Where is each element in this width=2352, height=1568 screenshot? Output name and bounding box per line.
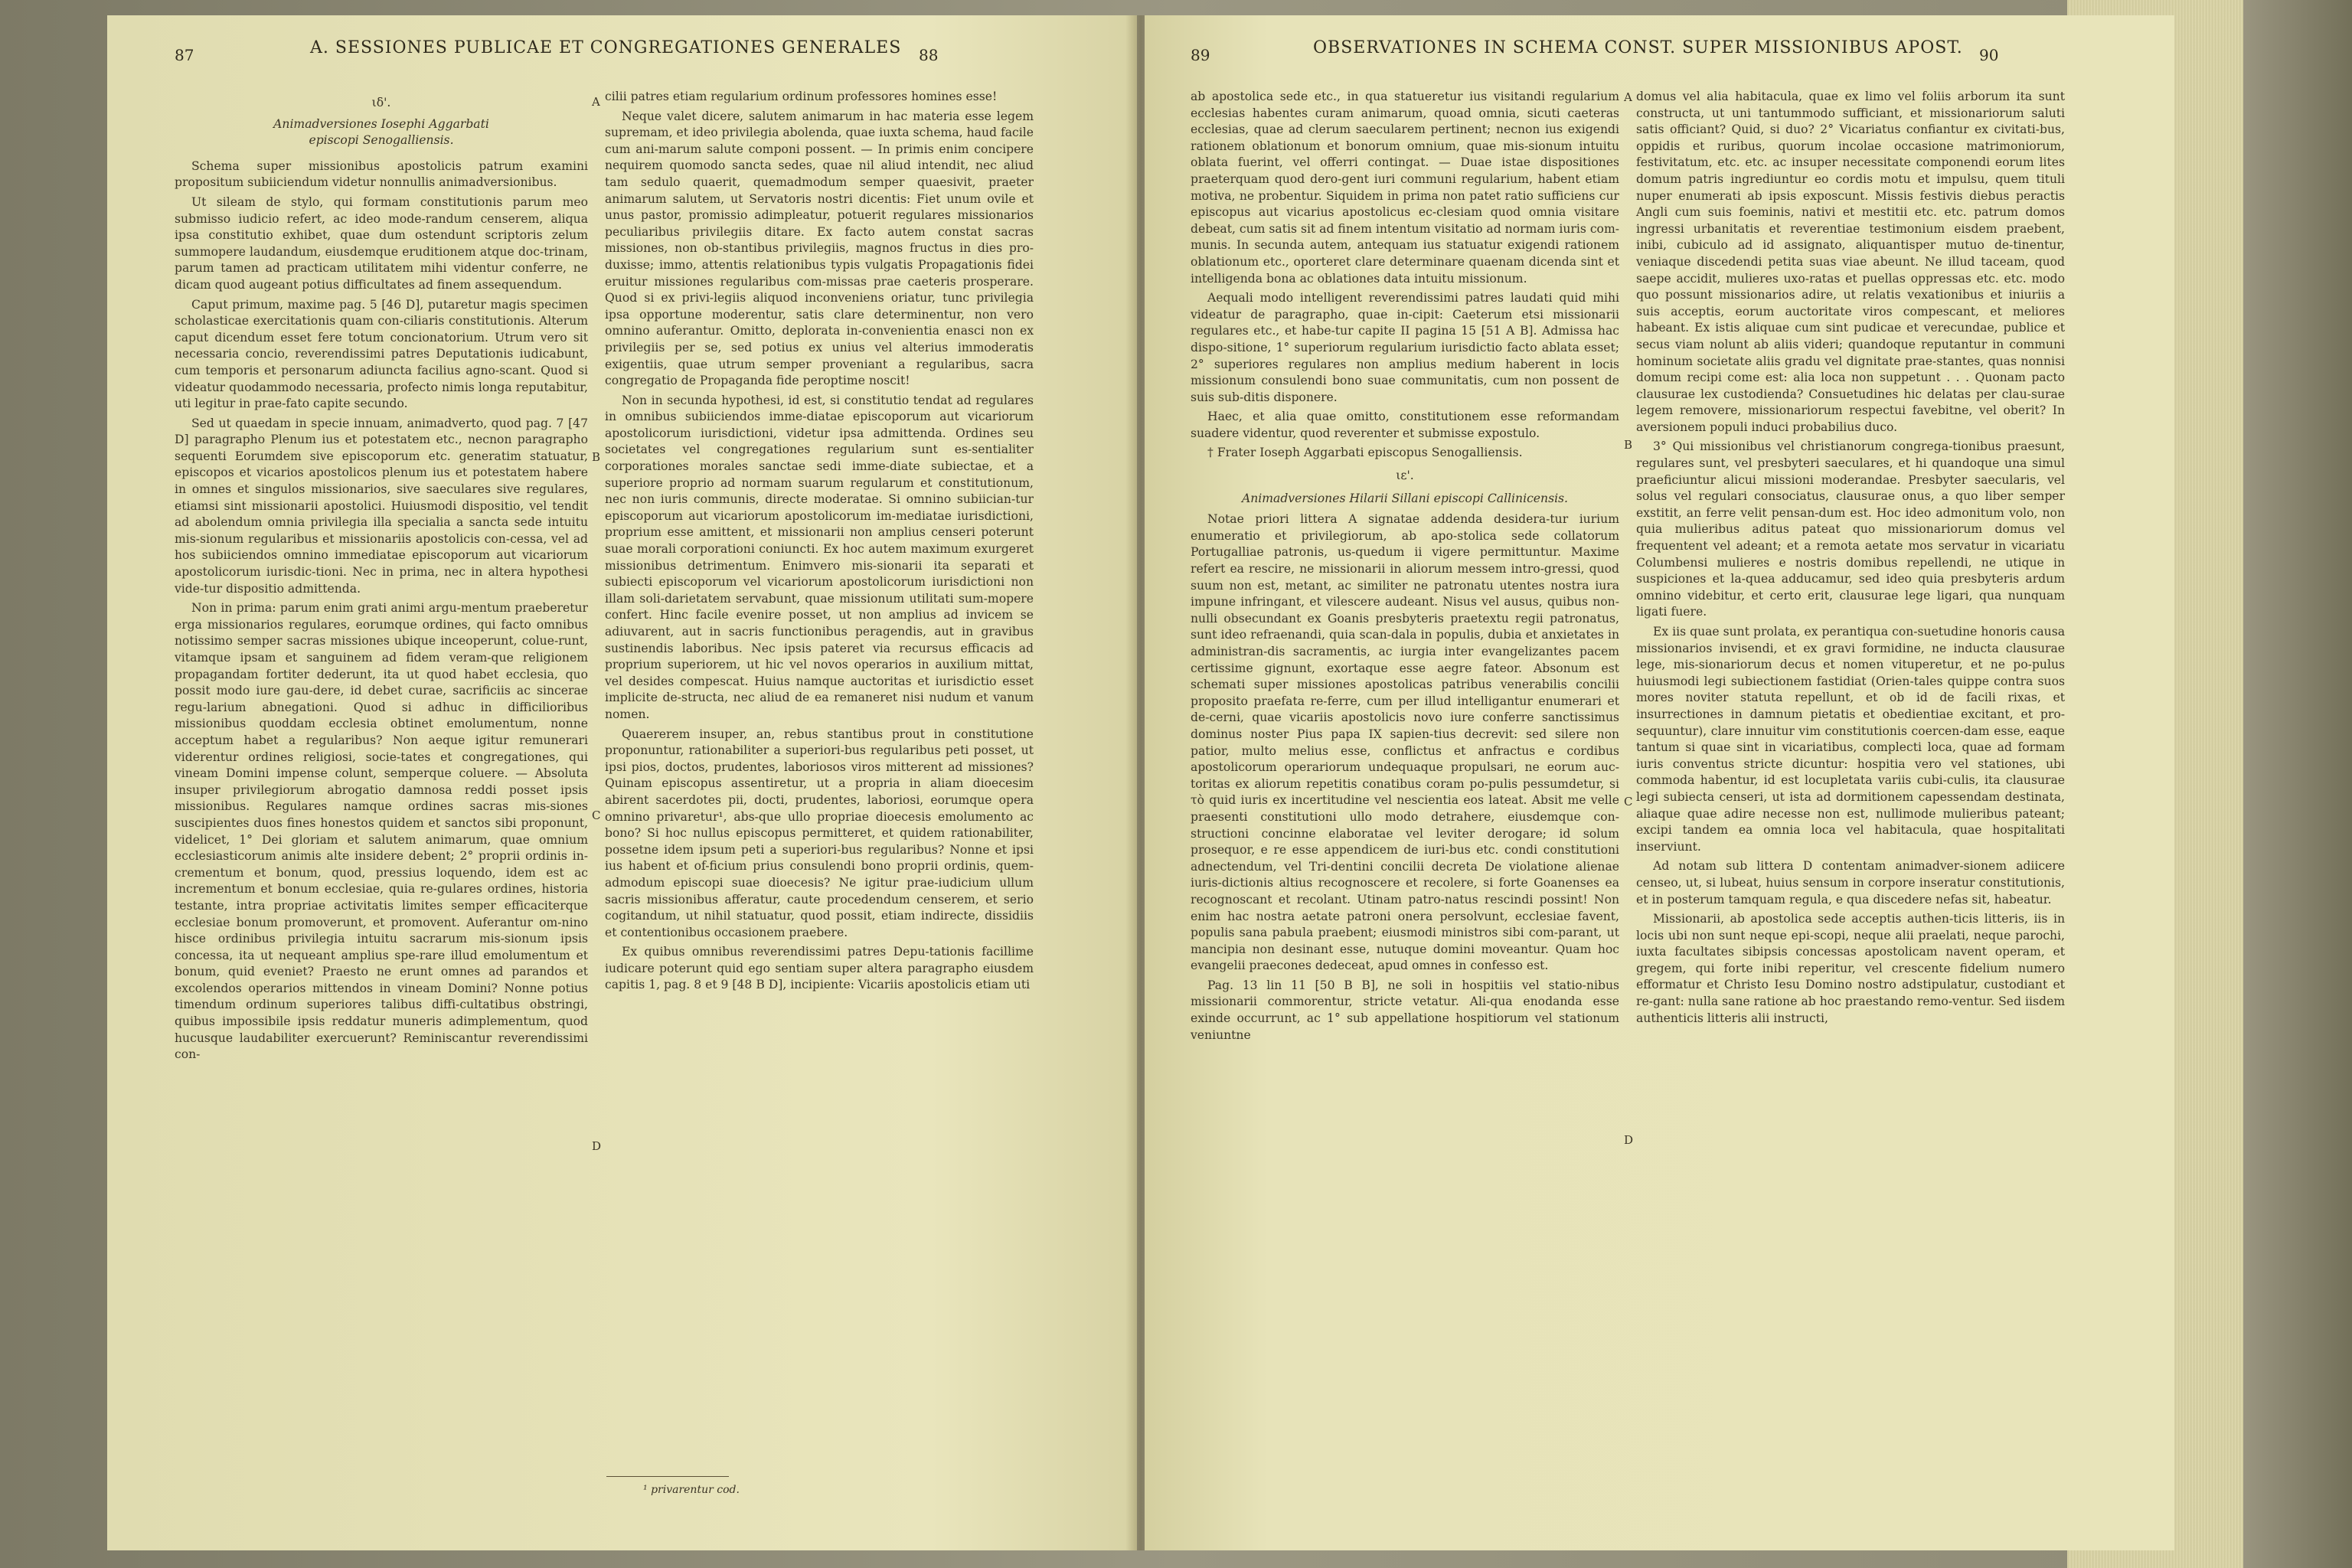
paragraph: Non in prima: parum enim grati animi argu-mentum praeberetur erga missionarios regulares, eorumque ordines, qui facto omnibus notissimo semper sacras missiones ubique inceoperunt, colue-runt, vitamque ipsam et sanguinem ad fidem veram-que religionem propagandam fortiter dederunt, ita ut quod habet ecclesia, quo possit modo iure gau-dere, id debet curae, sacrificiis ac sincerae regu-larium abnegationi. Quod si adhuc in difficilioribus missionibus quoddam ecclesia obtinet emolumentum, nonne acceptum habet a regularibus? Non aeque igitur remunerari viderentur ordines religiosi, socie-tates et congregationes, qui vineam Domini impense colunt, semperque coluere. — Absoluta insuper privilegiorum abrogatio damnosa reddi posset ipsis missionibus. Regulares namque ordines sacras mis-siones suscipientes duos fines honestos quidem et sanctos sibi proponunt, videlicet, 1° Dei gloriam et salutem animarum, quae omnium ecclesiasticorum animis alte insidere debent; 2° proprii ordinis in-crementum et bonum, quod, pressius loquendo, idem est ac incrementum et bonum ecclesiae, quia re-gulares ordines, historia testante, intra propriae activitatis limites semper efficaciterque ecclesiae bonum promoverunt, et promovent. Auferantur om-nino hisce ordinibus privilegia intuitu sacrarum mis-sionum ipsis concessa, ita ut nequeant amplius spe-rare illud emolumentum et bonum, quid eveniet? Praesto ne erunt omnes ad parandos et excolendos operarios mittendos in vineam Domini? Nonne potius timendum ordinum superiores talibus diffi-cultatibus obstringi, quibus impossibile ipsis reddatur muneris adimplementum, quod hucusque laudabiliter exercuerunt? Reminiscantur reverendissimi con- xyxy=(175,601,588,1062)
paragraph: Notae priori littera A signatae addenda desidera-tur iurium enumeratio et privilegiorum, ab apo-stolica sede collatorum Portugalliae patronis, us-quedum ii vigere permittuntur. Maxime refert ea rescire, ne missionarii in aliorum messem intro-gressi, quod suum non est, metant, ac similiter ne patronatu utentes nostra iura impune infringant, et vilescere audeant. Nisus vel ausus, quibus non-nulli obsecundant ex Goanis presbyteris praetextu regii patronatus, sunt ideo refraenandi, quia scan-dala in populis, dubia et anxietates in administran-dis sacramentis, ac iurgia inter evangelizantes pacem certissime gignunt, exortaque esse aegre fateor. Absonum est schemati super missiones apostolicas patribus venerabilis concilii proposito praefata re-ferre, cum per illud intelligantur enumerari et de-cerni, quae vicariis apostolicis novo iure conferre sanctissimus dominus noster Pius papa IX sapien-tius decrevit: sed silere non patior, multo melius esse, conflictus et anfractus e cordibus apostolicorum operariorum undequaque propulsari, ne eorum auc-toritas ex aliorum repetitis conatibus coram po-pulis pessumdetur, si τὸ quid iuris ex incertitudine vel nescientia eos lateat. Absit me velle praesenti constitutioni ullo modo detrahere, eiusdemque con-structioni concinne elaboratae vel leviter derogare; id solum prosequor, e re esse appendicem de iuri-bus etc. condi constitutioni adnectendum, vel Tri-dentini concilii decreta De violatione alienae iuris-dictionis altius recognoscere et recolere, si forte Goanenses ea recognoscant et recolant. Utinam patro-natus rescindi possint! Non enim hac nostra aetate patroni onera persolvunt, ecclesiae favent, populis sana pabula praebent; eiusmodi ministros sibi com-parant, ut mancipia non desinant esse, nutuque domini moveantur. Quam hoc evangelii praecones dedeceat, apud omnes in confesso est. xyxy=(1191,512,1619,973)
signature-line: † Frater Ioseph Aggarbati episcopus Senogalliensis. xyxy=(1207,446,1523,460)
margin-letter-a: A xyxy=(592,95,600,109)
margin-letter-b: B xyxy=(592,450,601,464)
paragraph: Ad notam sub littera D contentam animadver-sionem adiicere censeo, ut, si lubeat, huius sensum in corpore inseratur constitutionis, et in posterum tamquam regula, e qua discedere nefas sit, habeatur. xyxy=(1636,859,2065,906)
margin-letter-a: A xyxy=(1624,90,1632,104)
margin-letter-c: C xyxy=(592,808,601,822)
right-page xyxy=(1145,15,2174,1550)
paragraph: Neque valet dicere, salutem animarum in hac materia esse legem supremam, et ideo privilegia abolenda, quae iuxta schema, haud facile cum ani-marum salute componi possent. — In primis enim concipere nequirem quomodo sancta sedes, quae nil aliud intendit, nec aliud tam sedulo quaerit, quemadmodum semper quaesivit, praeter animarum salutem, ut Servatoris nostri dicentis: Fiet unum ovile et unus pastor, promissio adimpleatur, potuerit regulares missionarios peculiaribus privilegiis ditare. Ex facto autem constat sacras missiones, non ob-stantibus privilegiis, magnos fructus in dies pro-duxisse; immo, attentis relationibus typis vulgatis Propagationis fidei eruitur missiones regularibus com-missas prae caeteris prosperare. Quod si ex privi-legiis aliquod inconveniens oriatur, tunc privilegia ipsa opportune moderentur, satis clare determinentur, non vero omnino auferantur. Omitto, deplorata in-convenientia enasci non ex privilegiis per se, sed potius ex unius vel alterius immoderatis exigentiis, quae utrum semper proveniant a regularibus, sacra congregatio de Propaganda fide peroptime noscit! xyxy=(605,109,1034,388)
open-book xyxy=(107,15,2174,1550)
paragraph: 3° Qui missionibus vel christianorum congrega-tionibus praesunt, regulares sunt, vel presbyteri saeculares, et hi quandoque una simul praeficiuntur alicui missioni moderandae. Presbyter saecularis, vel solus vel regulari consociatus, clausurae onus, a quo liber semper exstitit, an ferre velit pensan-dum est. Hoc ideo admonitum volo, non quia mulieribus aditus pateat quo missionariorum domus vel frequentent vel adeant; et a remota aetate mos servatur in vicariatu Columbensi mulieres e nostris domibus repellendi, ne utique in suspiciones et la-quea adducamur, sed ideo quia presbyteris ardum omnino videbitur, et certo erit, clausurae lege ligari, qua nunquam ligati fuere. xyxy=(1636,439,2065,619)
paragraph: Aequali modo intelligent reverendissimi patres laudati quid mihi videatur de paragrapho, quae in-cipit: Caeterum etsi missionarii regulares etc., et habe-tur capite II pagina 15 [51 A B]. Admissa hac dispo-sitione, 1° superiorum regularium iurisdictio facto ablata esset; 2° superiores regulares non amplius medium haberent in locis missionum consulendi bono suae communitatis, cum non possent de suis sub-ditis disponere. xyxy=(1191,291,1619,404)
section-title: Animadversiones Hilarii Sillani episcopi Callinicensis. xyxy=(1241,491,1569,505)
section-title-1: Animadversiones Iosephi Aggarbati xyxy=(273,116,489,131)
paragraph: Ex quibus omnibus reverendissimi patres Depu-tationis facillime iudicare poterunt quid ego sentiam super altera paragrapho eiusdem capitis 1, pag. 8 et 9 [48 B D], incipiente: Vicariis apostolicis etiam uti xyxy=(605,945,1034,992)
paragraph: Schema super missionibus apostolicis patrum examini propositum subiiciendum videtur nonnullis animadversionibus. xyxy=(175,158,588,190)
left-column-2 xyxy=(605,89,1034,997)
margin-letter-d: D xyxy=(592,1139,602,1153)
paragraph: cilii patres etiam regularium ordinum professores homines esse! xyxy=(605,90,998,103)
margin-letter-b: B xyxy=(1624,438,1633,452)
left-column-1 xyxy=(175,89,588,1067)
section-number: ιε'. xyxy=(1396,469,1414,483)
running-head-right: OBSERVATIONES IN SCHEMA CONST. SUPER MISSIONIBUS APOST. xyxy=(1313,38,1963,57)
paragraph: Missionarii, ab apostolica sede acceptis authen-ticis litteris, iis in locis ubi non sunt neque epi-scopi, neque alii praelati, neque parochi, iuxta facultates sibipsis concessas apostolicam navent operam, et gregem, qui forte inibi reperitur, vel crescente fidelium numero efformatur et Christo Iesu Domino nostro adstipulatur, custodiant et re-gant: nulla sane ratione ab hoc praestando remo-ventur. Sed iisdem authenticis litteris alii instructi, xyxy=(1636,912,2065,1025)
footnote: ¹ privarentur cod. xyxy=(643,1484,740,1496)
paragraph: Ex iis quae sunt prolata, ex perantiqua con-suetudine honoris causa missionarios invisendi, et ex gravi formidine, ne inducta clausurae lege, mis-sionariorum decus et nomen vituperetur, et ne po-pulus huiusmodi legi subiectionem fastidiat (Orien-tales quippe contra suos mores noviter statuta repellunt, et ob id de facili rixas, et insurrectiones in damnum pietatis et obedientiae excitant, et pro-sequuntur), clare innuitur vim constitutionis coercen-dam esse, eaque tantum si quae sint in vicariatibus, complecti loca, quae ad formam iuris conventus stricte dicuntur: hospitia vero vel stationes, ubi commoda habentur, id est locupletata variis cubi-culis, ita clausurae legi subiecta censeri, ut ista ad dormitionem capessendam destinata, aliaque quae adire necesse non est, nullimode mulieribus pateant; excipi tandem ea omnia loca vel habitacula, quae hospitalitati inserviunt. xyxy=(1636,625,2065,854)
right-column-1 xyxy=(1191,89,1619,1047)
margin-letter-d: D xyxy=(1624,1133,1634,1147)
section-title-2: episcopi Senogalliensis. xyxy=(309,133,454,148)
paragraph: Non in secunda hypothesi, id est, si constitutio tendat ad regulares in omnibus subiiciendos imme-diatae episcoporum aut vicariorum apostolicorum iurisdictioni, videtur ipsa admittenda. Ordines seu societates vel congregationes regularium sunt es-sentialiter corporationes morales sanctae sedi imme-diate subiectae, et a superiore proprio ad normam suarum regularum et constitutionum, nec non iuris communis, directe moderatae. Si omnino subiician-tur episcoporum aut vicariorum apostolicorum im-mediatae iurisdictioni, proprium esse amittent, et missionarii non amplius censeri poterunt suae morali corporationi coniuncti. Ex hoc autem maximum exurgeret missionibus detrimentum. Enimvero mis-sionarii ita separati et subiecti episcoporum vel vicariorum apostolicorum iurisdictioni non illam soli-darietatem servabunt, quae missionum utilitati sum-mopere confert. Hinc facile evenire posset, ut non amplius ad invicem se adiuvarent, aut in sacris functionibus peragendis, aut in gravibus sustinendis laboribus. Nec ipsis pateret via recursus efficacis ad proprium superiorem, ut hic vel novos operarios in auxilium mittat, vel desides compescat. Huius namque auctoritas et iurisdictio esset implicite de-structa, nec aliud de ea remaneret nisi nudum et vanum nomen. xyxy=(605,393,1034,721)
paragraph: Ut sileam de stylo, qui formam constitutionis parum meo submisso iudicio refert, ac ideo mode-randum censerem, aliqua ipsa constitutio exhibet, quae dum ostendunt scriptoris zelum summopere laudandum, eiusdemque eruditionem atque doc-trinam, parum tamen ad practicam utilitatem mihi videntur conferre, ne dicam quod augeant potius difficultates ad finem assequendum. xyxy=(175,194,588,292)
paragraph: Haec, et alia quae omitto, constitutionem esse reformandam suadere videntur, quod reverenter et submisse expostulo. xyxy=(1191,410,1619,440)
left-page xyxy=(107,15,1137,1550)
paragraph: Quaererem insuper, an, rebus stantibus prout in constitutione proponuntur, rationabiliter a superiori-bus regularibus peti posset, ut ipsi pios, doctos, prudentes, laboriosos viros mitterent ad missiones? Quinam episcopus assentiretur, ut a propria in aliam dioecesim abirent sacerdotes pii, docti, prudentes, laboriosi, eorumque opera omnino privaretur¹, abs-que ullo propriae dioecesis emolumento ac bono? Si hoc nullus episcopus permitteret, et quidem rationabiliter, possetne idem ipsum peti a superiori-bus regularibus? Nonne et ipsi ius habent et of-ficium prius consulendi bono proprii ordinis, quem-admodum episcopi suae dioecesis? Ne igitur prae-iudicium ullum sacris missionibus afferatur, caute procedendum censerem, et serio cogitandum, ut nihil statuatur, quod possit, etiam indirecte, dissidiis et contentionibus occasionem praebere. xyxy=(605,727,1034,939)
page-number-89: 89 xyxy=(1191,46,1210,64)
paragraph: Caput primum, maxime pag. 5 [46 D], putaretur magis specimen scholasticae exercitationis quam con-ciliaris constitutionis. Alterum caput dicendum esset fere totum concionatorium. Utrum vero sit necessaria concio, reverendissimi patres Deputationis iudicabunt, cum temporis et personarum adiuncta facilius agno-scant. Quod si videatur quodammodo necessaria, profecto nimis longa reputabitur, uti legitur in prae-fato capite secundo. xyxy=(175,297,588,411)
footnote-rule xyxy=(606,1476,729,1477)
book-cover-shadow xyxy=(2243,0,2352,1568)
page-number-88: 88 xyxy=(919,46,939,64)
paragraph: ab apostolica sede etc., in qua statueretur ius visitandi regularium ecclesias habentes curam animarum, quoad omnia, sicuti caeteras ecclesias, quae ad clerum saecularem pertinent; necnon ius exigendi rationem oblationum et bonorum omnium, quae mis-sionum intuitu oblata fuerint, vel offerri contingat. — Duae istae dispositiones praeterquam quod dero-gent iuri communi regularium, habent etiam motiva, ne probentur. Siquidem in prima non patet ratio sufficiens cur episcopus aut vicarius apostolicus ec-clesiam quod omnia visitare debeat, cum satis sit ad finem intentum visitatio ad normam iuris com-munis. In secunda autem, antequam ius statuatur exigendi rationem oblationum etc., oporteret clare determinare quaenam dicenda sint et intelligenda bona ac oblationes data intuitu missionum. xyxy=(1191,90,1619,286)
running-head-left: A. SESSIONES PUBLICAE ET CONGREGATIONES GENERALES xyxy=(310,38,902,57)
page-number-90: 90 xyxy=(1979,46,1999,64)
right-column-2 xyxy=(1636,89,2065,1030)
margin-letter-c: C xyxy=(1624,795,1633,808)
paragraph: domus vel alia habitacula, quae ex limo vel foliis arborum ita sunt constructa, ut uni tantummodo sufficiant, et missionariorum saluti satis officiant? Quid, si duo? 2° Vicariatus confiantur ex civitati-bus, oppidis et ruribus, quorum incolae occasione matrimoniorum, festivitatum, etc. etc. ac insuper necessitate componendi eorum lites domum patris ingrediuntur eo cordis motu et impulsu, quem tituli nuper enumerati ab ipsis exposcunt. Missis festivis diebus peractis Angli cum suis foeminis, nativi et mestitii etc. etc. patrum domos ingressi urbanitatis et reverentiae testimonium eisdem praebent, inibi, cubiculo ad id assignato, aliquantisper mutuo de-tinentur, veniaque discedendi petita suas viae abeunt. Ne illud taceam, quod saepe accidit, mulieres uxo-ratas et puellas oppressas etc. etc. modo quo possunt missionarios adire, ut relatis vexationibus et iniuriis a suis acceptis, eorum auctoritate viros compescant, et meliores habeant. Ex istis aliquae cum sint pudicae et verecundae, publice et secus viam nolunt ab aliis videri; quandoque reputantur in communi hominum societate aliis gradu vel dignitate prae-stantes, quas nonnisi domum recipi come est: alia loca non suppetunt . . . Quonam pacto clausurae lex custodienda? Consuetudines hic delatas per clau-surae legem removere, missionariorum respectui favebitne, vel oberit? In aversionem populi induci probabilius duco. xyxy=(1636,90,2065,434)
paragraph: Pag. 13 lin 11 [50 B B], ne soli in hospitiis vel statio-nibus missionarii commorentur, stricte vetatur. Ali-qua enodanda esse exinde occurrunt, ac 1° sub appellatione hospitiorum vel stationum veniuntne xyxy=(1191,978,1619,1042)
section-number: ιδ'. xyxy=(371,96,391,109)
paragraph: Sed ut quaedam in specie innuam, animadverto, quod pag. 7 [47 D] paragrapho Plenum ius et potestatem etc., necnon paragrapho sequenti Eorumdem sive episcoporum etc. generatim statuatur, episcopos et vicarios apostolicos plenum ius et potestatem habere in omnes et singulos missionarios, sive saeculares sive regulares, etiamsi sint missionarii apostolici. Huiusmodi dispositio, vel tendit ad abolendum omnia privilegia illa specialia a sancta sede intuitu mis-sionum regularibus et missionariis apostolicis con-cessa, vel ad hos subiiciendos omnino immediatae episcoporum aut vicariorum apostolicorum iurisdic-tioni. Nec in prima, nec in altera hypothesi vide-tur dispositio admittenda. xyxy=(175,416,588,596)
page-number-87: 87 xyxy=(175,46,194,64)
